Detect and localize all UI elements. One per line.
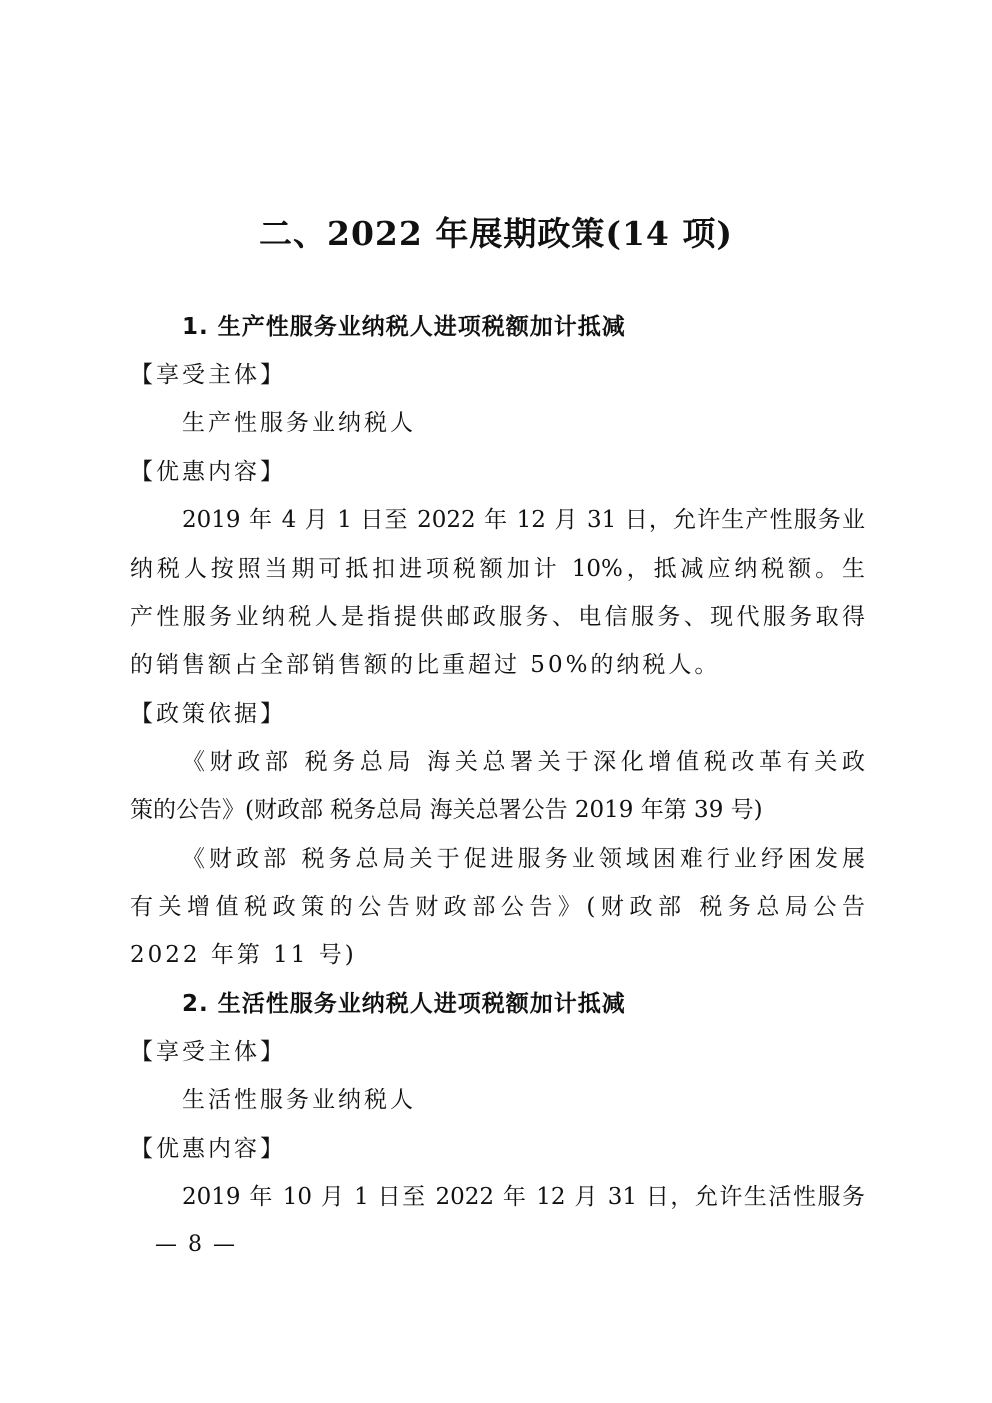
section-1-basis-2-line-3: 2022 年第 11 号) xyxy=(130,942,357,968)
section-1-content-line-2: 纳税人按照当期可抵扣进项税额加计 10%，抵减应纳税额。生 xyxy=(130,556,865,582)
section-1-content-line-4: 的销售额占全部销售额的比重超过 50%的纳税人。 xyxy=(130,652,721,678)
section-1-subject: 生产性服务业纳税人 xyxy=(182,410,416,436)
section-2-subject: 生活性服务业纳税人 xyxy=(182,1087,416,1113)
section-1-basis-label: 【政策依据】 xyxy=(130,701,286,727)
page-title: 二、2022 年展期政策(14 项) xyxy=(259,214,733,253)
section-2-content-line-1: 2019 年 10 月 1 日至 2022 年 12 月 31 日，允许生活性服务 xyxy=(182,1184,865,1210)
section-1-content-label: 【优惠内容】 xyxy=(130,459,286,485)
section-1-basis-1-line-2: 策的公告》(财政部 税务总局 海关总署公告 2019 年第 39 号) xyxy=(130,797,763,823)
section-1-basis-1-line-1: 《财政部 税务总局 海关总署关于深化增值税改革有关政 xyxy=(182,749,865,775)
page-number: — 8 — xyxy=(155,1232,237,1257)
section-2-heading: 2. 生活性服务业纳税人进项税额加计抵减 xyxy=(182,991,626,1017)
section-1-heading: 1. 生产性服务业纳税人进项税额加计抵减 xyxy=(182,314,626,340)
section-1-content-line-1: 2019 年 4 月 1 日至 2022 年 12 月 31 日，允许生产性服务业 xyxy=(182,507,865,533)
section-2-content-label: 【优惠内容】 xyxy=(130,1136,286,1162)
section-1-basis-2-line-2: 有关增值税政策的公告财政部公告》(财政部 税务总局公告 xyxy=(130,894,865,920)
section-1-content-line-3: 产性服务业纳税人是指提供邮政服务、电信服务、现代服务取得 xyxy=(130,604,865,630)
section-1-subject-label: 【享受主体】 xyxy=(130,362,286,388)
section-2-subject-label: 【享受主体】 xyxy=(130,1039,286,1065)
section-1-basis-2-line-1: 《财政部 税务总局关于促进服务业领域困难行业纾困发展 xyxy=(182,846,865,872)
